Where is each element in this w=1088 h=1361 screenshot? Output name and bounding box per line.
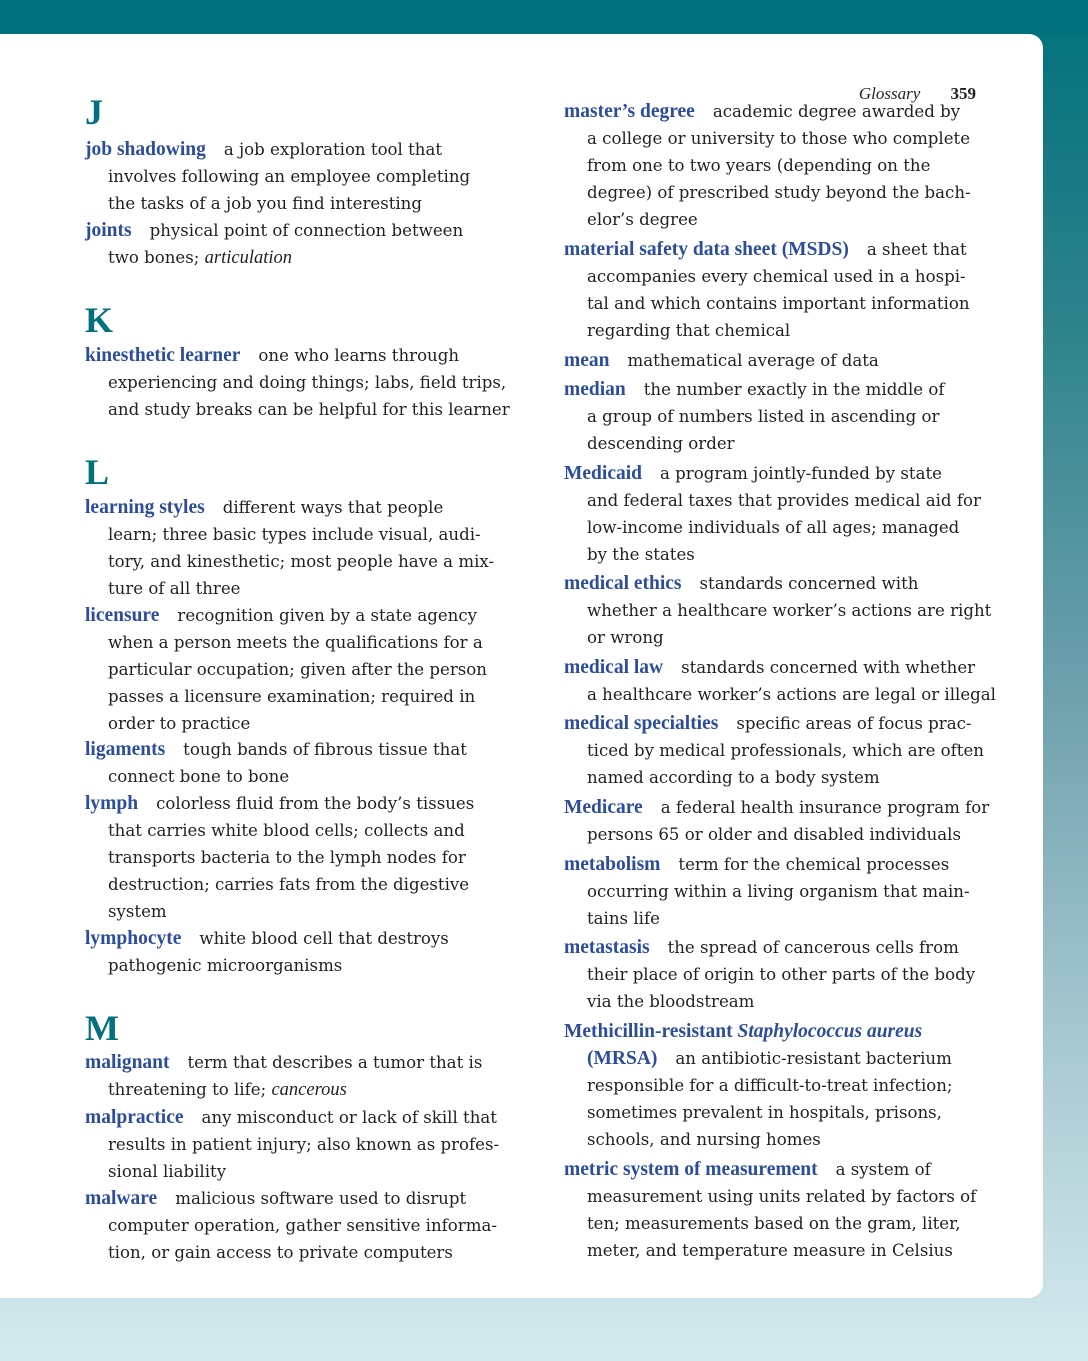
definition-line: named according to a body system [587, 768, 880, 787]
definition: standards concerned with [699, 574, 919, 593]
definition-line: destruction; carries fats from the digestive [108, 875, 470, 894]
definition-line: involves following an employee completing [108, 167, 471, 186]
definition: white blood cell that destroys [199, 929, 449, 948]
definition-line: that carries white blood cells; collects and [108, 821, 465, 840]
glossary-entry-mrsa [564, 1018, 1034, 1153]
glossary-entry-median [564, 376, 1034, 457]
term: medical law [564, 657, 664, 678]
page-number: 359 [950, 84, 976, 103]
definition: standards concerned with whether [681, 658, 976, 677]
definition-line: connect bone to bone [108, 767, 290, 786]
glossary-entry-malpractice [85, 1104, 555, 1185]
term: master’s degree [564, 101, 695, 122]
term: material safety data sheet (MSDS) [564, 239, 849, 260]
definition-line: by the states [587, 545, 695, 564]
term [564, 1021, 922, 1042]
term: lymphocyte [85, 928, 182, 949]
term: joints [85, 220, 132, 241]
definition-line: ture of all three [108, 579, 241, 598]
definition-line: system [108, 902, 167, 921]
definition: a system of [835, 1160, 931, 1179]
definition: recognition given by a state agency [177, 606, 478, 625]
definition-line: experiencing and doing things; labs, field trips, [108, 373, 507, 392]
definition: specific areas of focus prac- [736, 714, 972, 733]
definition-line: sional liability [108, 1162, 227, 1181]
definition-line: tory, and kinesthetic; most people have a mix- [108, 552, 495, 571]
term: medical specialties [564, 713, 719, 734]
definition: the number exactly in the middle of [643, 380, 945, 399]
glossary-entry-kinesthetic-learner [85, 342, 555, 423]
term-italic: Staphylococcus aureus [737, 1021, 923, 1042]
term: lymph [85, 793, 139, 814]
definition-line: whether a healthcare worker’s actions are right [587, 601, 992, 620]
definition: any misconduct or lack of skill that [201, 1108, 497, 1127]
letter-heading-m: M [85, 1008, 119, 1048]
definition-line: low-income individuals of all ages; managed [587, 518, 960, 537]
definition-line: measurement using units related by factors of [587, 1187, 977, 1206]
term: malignant [85, 1052, 170, 1073]
definition-line: sometimes prevalent in hospitals, prisons, [587, 1103, 942, 1122]
definition-line: pathogenic microorganisms [108, 956, 343, 975]
definition-line: and study breaks can be helpful for this learner [108, 400, 510, 419]
definition-line: accompanies every chemical used in a hospi- [587, 267, 966, 286]
definition: the spread of cancerous cells from [667, 938, 959, 957]
glossary-entry-masters-degree [564, 98, 1034, 233]
definition-line: a healthcare worker’s actions are legal or illegal [587, 685, 996, 704]
glossary-page [0, 34, 1043, 1298]
definition: physical point of connection between [149, 221, 464, 240]
definition-line: meter, and temperature measure in Celsius [587, 1241, 953, 1260]
definition-line: descending order [587, 434, 735, 453]
glossary-entry-lymphocyte [85, 925, 555, 979]
letter-heading-l: L [85, 452, 110, 492]
definition-line: tion, or gain access to private computers [108, 1243, 453, 1262]
definition: term that describes a tumor that is [187, 1053, 483, 1072]
definition-line: two bones; [108, 248, 205, 267]
definition: term for the chemical processes [678, 855, 950, 874]
section-title: Glossary [858, 84, 921, 103]
definition-line: schools, and nursing homes [587, 1130, 821, 1149]
glossary-entry-medical-ethics [564, 570, 1034, 651]
definition: colorless fluid from the body’s tissues [156, 794, 475, 813]
definition-line: learn; three basic types include visual, audi- [108, 525, 481, 544]
definition-line: persons 65 or older and disabled individuals [587, 825, 961, 844]
definition-line: from one to two years (depending on the [587, 156, 931, 175]
glossary-entry-mean [564, 347, 1034, 374]
term: licensure [85, 605, 160, 626]
term: metastasis [564, 937, 650, 958]
glossary-entry-medical-law [564, 654, 1034, 708]
term-continuation: (MRSA) [587, 1048, 658, 1069]
definition-line: order to practice [108, 714, 251, 733]
glossary-entry-malware [85, 1185, 555, 1266]
definition-line: via the bloodstream [587, 992, 755, 1011]
definition-line: passes a licensure examination; required in [108, 687, 476, 706]
definition-line: regarding that chemical [587, 321, 791, 340]
term: median [564, 379, 626, 400]
definition: mathematical average of data [627, 351, 879, 370]
glossary-entry-ligaments [85, 736, 555, 790]
synonym: articulation [204, 248, 293, 268]
definition: academic degree awarded by [712, 102, 961, 121]
glossary-entry-metric-system [564, 1156, 1034, 1264]
definition: one who learns through [258, 346, 460, 365]
term-text: Methicillin-resistant [564, 1021, 738, 1042]
definition-line: particular occupation; given after the person [108, 660, 487, 679]
term: medical ethics [564, 573, 682, 594]
definition-line: a group of numbers listed in ascending or [587, 407, 940, 426]
definition: a job exploration tool that [223, 140, 443, 159]
glossary-entry-joints [85, 217, 555, 271]
definition-line: their place of origin to other parts of the body [587, 965, 976, 984]
definition-line: when a person meets the qualifications for a [108, 633, 483, 652]
glossary-entry-metabolism [564, 851, 1034, 932]
glossary-entry-medical-specialties [564, 710, 1034, 791]
definition-line: tains life [587, 909, 660, 928]
definition: tough bands of fibrous tissue that [183, 740, 467, 759]
term: malpractice [85, 1107, 184, 1128]
term: kinesthetic learner [85, 345, 241, 366]
definition: an antibiotic-resistant bacterium [675, 1049, 952, 1068]
definition-line: the tasks of a job you find interesting [108, 194, 422, 213]
term: Medicare [564, 797, 643, 818]
term: mean [564, 350, 610, 371]
glossary-entry-medicare [564, 794, 1034, 848]
term: learning styles [85, 497, 205, 518]
definition-line: threatening to life; [108, 1080, 272, 1099]
definition-line: ticed by medical professionals, which are often [587, 741, 984, 760]
glossary-entry-metastasis [564, 934, 1034, 1015]
glossary-entry-malignant [85, 1049, 555, 1103]
glossary-entry-medicaid [564, 460, 1034, 568]
definition: a program jointly-funded by state [660, 464, 942, 483]
definition-line: degree) of prescribed study beyond the bach- [587, 183, 971, 202]
term: Medicaid [564, 463, 642, 484]
definition-line: transports bacteria to the lymph nodes for [108, 848, 466, 867]
definition-line: responsible for a difficult-to-treat infection; [587, 1076, 953, 1095]
definition-line: and federal taxes that provides medical aid for [587, 491, 981, 510]
term: job shadowing [85, 139, 206, 160]
definition-line: elor’s degree [587, 210, 698, 229]
definition-line: ten; measurements based on the gram, liter, [587, 1214, 961, 1233]
definition-line: a college or university to those who complete [587, 129, 971, 148]
definition: different ways that people [222, 498, 444, 517]
term: metabolism [564, 854, 661, 875]
glossary-entry-msds [564, 236, 1034, 344]
glossary-entry-lymph [85, 790, 555, 925]
definition-line: occurring within a living organism that main- [587, 882, 970, 901]
letter-heading-j: J [85, 92, 103, 132]
definition: a federal health insurance program for [660, 798, 990, 817]
term: malware [85, 1188, 158, 1209]
definition-line: tal and which contains important information [587, 294, 970, 313]
top-color-band [0, 0, 1088, 34]
definition: a sheet that [866, 240, 967, 259]
term: ligaments [85, 739, 166, 760]
definition-line: results in patient injury; also known as profes- [108, 1135, 500, 1154]
glossary-entry-job-shadowing [85, 136, 555, 217]
letter-heading-k: K [85, 300, 114, 340]
glossary-entry-learning-styles [85, 494, 555, 602]
glossary-entry-licensure [85, 602, 555, 737]
synonym: cancerous [271, 1080, 347, 1100]
definition: malicious software used to disrupt [175, 1189, 467, 1208]
definition-line: or wrong [587, 628, 664, 647]
definition-line: computer operation, gather sensitive informa- [108, 1216, 497, 1235]
term: metric system of measurement [564, 1159, 818, 1180]
